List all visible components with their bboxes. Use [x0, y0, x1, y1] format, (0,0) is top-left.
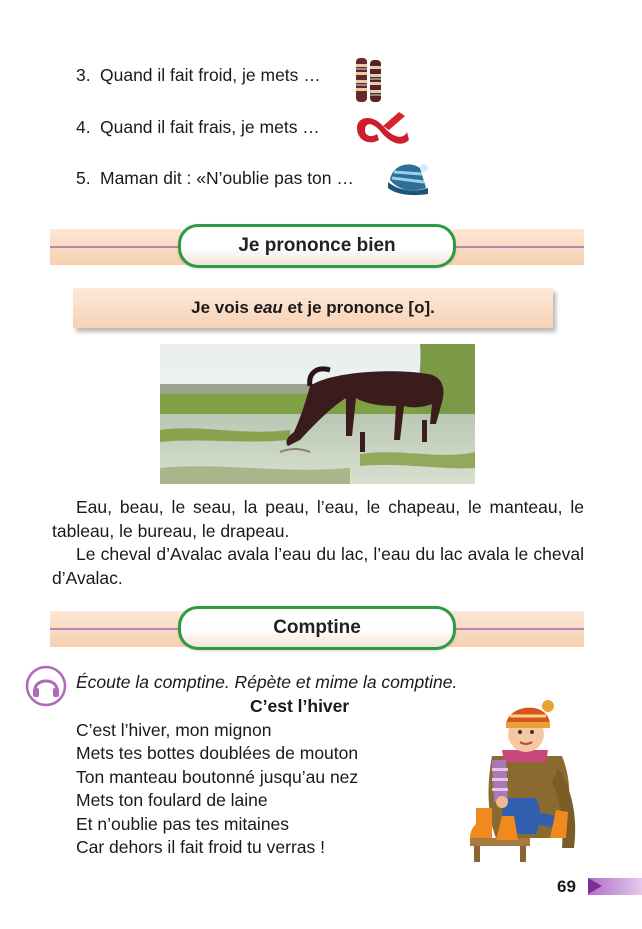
exercise-text: Quand il fait froid, je mets … — [100, 65, 321, 85]
poem-line: Car dehors il fait froid tu verras ! — [76, 837, 325, 857]
poem-line: Mets tes bottes doublées de mouton — [76, 743, 359, 763]
exercise-5 — [76, 167, 354, 189]
word-list-text: Eau, beau, le seau, la peau, l’eau, le chapeau, le manteau, le tableau, le bureau, le drapeau. — [52, 497, 584, 541]
poem-line: Ton manteau boutonné jusqu’au nez — [76, 767, 359, 787]
poem-line: Mets ton foulard de laine — [76, 790, 268, 810]
section-title-comptine: Comptine — [178, 606, 456, 650]
exercise-3 — [76, 64, 321, 86]
rule-text-post: et je prononce [o]. — [282, 298, 435, 317]
listen-instruction: Écoute la comptine. Répète et mime la comptine. — [76, 672, 458, 692]
hat-icon — [386, 158, 430, 196]
horse-drinking-photo — [160, 344, 475, 484]
exercise-text: Quand il fait frais, je mets … — [100, 117, 320, 137]
exercise-4 — [76, 116, 320, 138]
rule-emphasis: eau — [253, 298, 283, 317]
page-number: 69 — [557, 877, 576, 896]
exercise-number: 3. — [76, 65, 91, 85]
exercise-number: 4. — [76, 117, 91, 137]
poem-line: Et n’oublie pas tes mitaines — [76, 814, 290, 834]
tongue-twister-paragraph — [52, 542, 584, 590]
exercise-text: Maman dit : «N’oublie pas ton … — [100, 168, 354, 188]
page-arrow-icon — [588, 878, 602, 894]
winter-boy-illustration — [462, 698, 584, 864]
headphones-icon — [24, 664, 68, 708]
word-list-paragraph — [52, 495, 584, 543]
exercise-number: 5. — [76, 168, 91, 188]
mittens-icon — [352, 56, 386, 106]
poem-title: C’est l’hiver — [250, 696, 350, 716]
pronunciation-rule — [73, 288, 553, 328]
tongue-twister-text: Le cheval d’Avalac avala l’eau du lac, l’eau du lac avala le cheval d’Avalac. — [52, 544, 584, 588]
poem-line: C’est l’hiver, mon mignon — [76, 720, 272, 740]
rule-text-pre: Je vois — [191, 298, 254, 317]
scarf-icon — [353, 110, 411, 146]
section-title-pronounce: Je prononce bien — [178, 224, 456, 268]
